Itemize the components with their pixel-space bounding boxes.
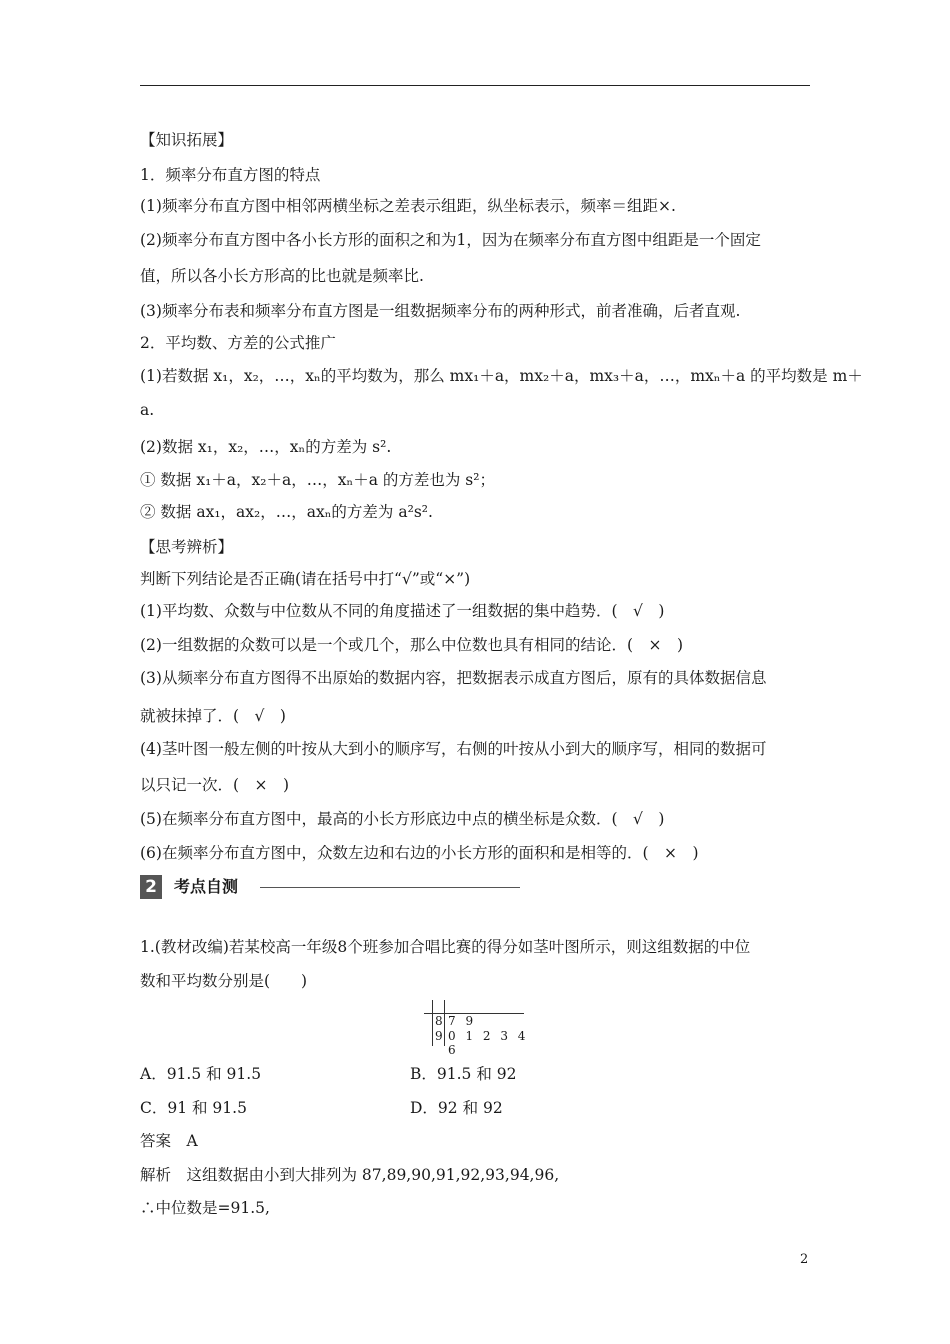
knowledge-header: 【知识拓展】 (140, 131, 234, 149)
point-2-1-line2: a. (140, 401, 155, 419)
stem-leaf-leaves: 7 9 (448, 1014, 477, 1028)
think-item: (3)从频率分布直方图得不出原始的数据内容，把数据表示成直方图后，原有的具体数据信息 (140, 669, 767, 687)
stem-leaf-left-line (432, 1000, 433, 1046)
option-c: C．91 和 91.5 (140, 1099, 247, 1117)
page-number: 2 (800, 1252, 809, 1267)
stem-leaf-plot (424, 1000, 534, 1057)
option-b: B．91.5 和 92 (410, 1065, 517, 1083)
think-item: (2)一组数据的众数可以是一个或几个，那么中位数也具有相同的结论．( × ) (140, 636, 684, 654)
point-1-2-line2: 值，所以各小长方形高的比也就是频率比. (140, 267, 424, 285)
stem-leaf-stem: 9 (435, 1029, 446, 1043)
point-1-title: 1．频率分布直方图的特点 (140, 166, 321, 184)
think-header: 【思考辨析】 (140, 538, 234, 556)
think-item: (5)在频率分布直方图中，最高的小长方形底边中点的横坐标是众数．( √ ) (140, 810, 665, 828)
header-rule (140, 85, 810, 86)
think-item: 就被抹掉了．( √ ) (140, 707, 286, 725)
stem-leaf-leaves: 0 1 2 3 4 6 (448, 1029, 529, 1057)
point-2-2-ii: ② 数据 ax₁，ax₂，…，axₙ的方差为 a²s². (140, 503, 433, 521)
think-instruction: 判断下列结论是否正确(请在括号中打“√”或“×”) (140, 570, 471, 588)
think-item: (6)在频率分布直方图中，众数左边和右边的小长方形的面积和是相等的．( × ) (140, 844, 699, 862)
section-number-badge: 2 (140, 875, 162, 899)
point-2-2-i: ① 数据 x₁＋a，x₂＋a，…，xₙ＋a 的方差也为 s²； (140, 471, 495, 489)
section-title: 考点自测 (174, 877, 239, 896)
point-2-1-line1: (1)若数据 x₁，x₂，…，xₙ的平均数为，那么 mx₁＋a，mx₂＋a，mx₃＋a，…，mxₙ＋a 的平均数是 m＋ (140, 367, 863, 385)
answer-line: 答案 A (140, 1132, 198, 1150)
point-1-1: (1)频率分布直方图中相邻两横坐标之差表示组距，纵坐标表示，频率＝组距×. (140, 197, 676, 215)
point-1-2-line1: (2)频率分布直方图中各小长方形的面积之和为1，因为在频率分布直方图中组距是一个固定 (140, 231, 761, 249)
section-rule (260, 887, 520, 888)
option-a: A．91.5 和 91.5 (140, 1065, 262, 1083)
think-item: (4)茎叶图一般左侧的叶按从大到小的顺序写，右侧的叶按从小到大的顺序写，相同的数据可 (140, 740, 767, 758)
analysis-line-1: 解析 这组数据由小到大排列为 87,89,90,91,92,93,94,96, (140, 1166, 560, 1184)
stem-leaf-stem: 8 (435, 1014, 446, 1028)
option-d: D．92 和 92 (410, 1099, 503, 1117)
think-item: (1)平均数、众数与中位数从不同的角度描述了一组数据的集中趋势．( √ ) (140, 602, 665, 620)
section-heading (140, 875, 530, 899)
point-1-3: (3)频率分布表和频率分布直方图是一组数据频率分布的两种形式，前者准确，后者直观. (140, 302, 741, 320)
question-1-stem-line2: 数和平均数分别是( ) (140, 972, 308, 990)
question-1-stem-line1: 1.(教材改编)若某校高一年级8个班参加合唱比赛的得分如茎叶图所示，则这组数据的中位 (140, 938, 751, 956)
point-2-2: (2)数据 x₁，x₂，…，xₙ的方差为 s². (140, 438, 392, 456)
point-2-title: 2．平均数、方差的公式推广 (140, 334, 336, 352)
think-item: 以只记一次．( × ) (140, 776, 290, 794)
analysis-line-2: ∴中位数是=91.5, (140, 1199, 270, 1217)
